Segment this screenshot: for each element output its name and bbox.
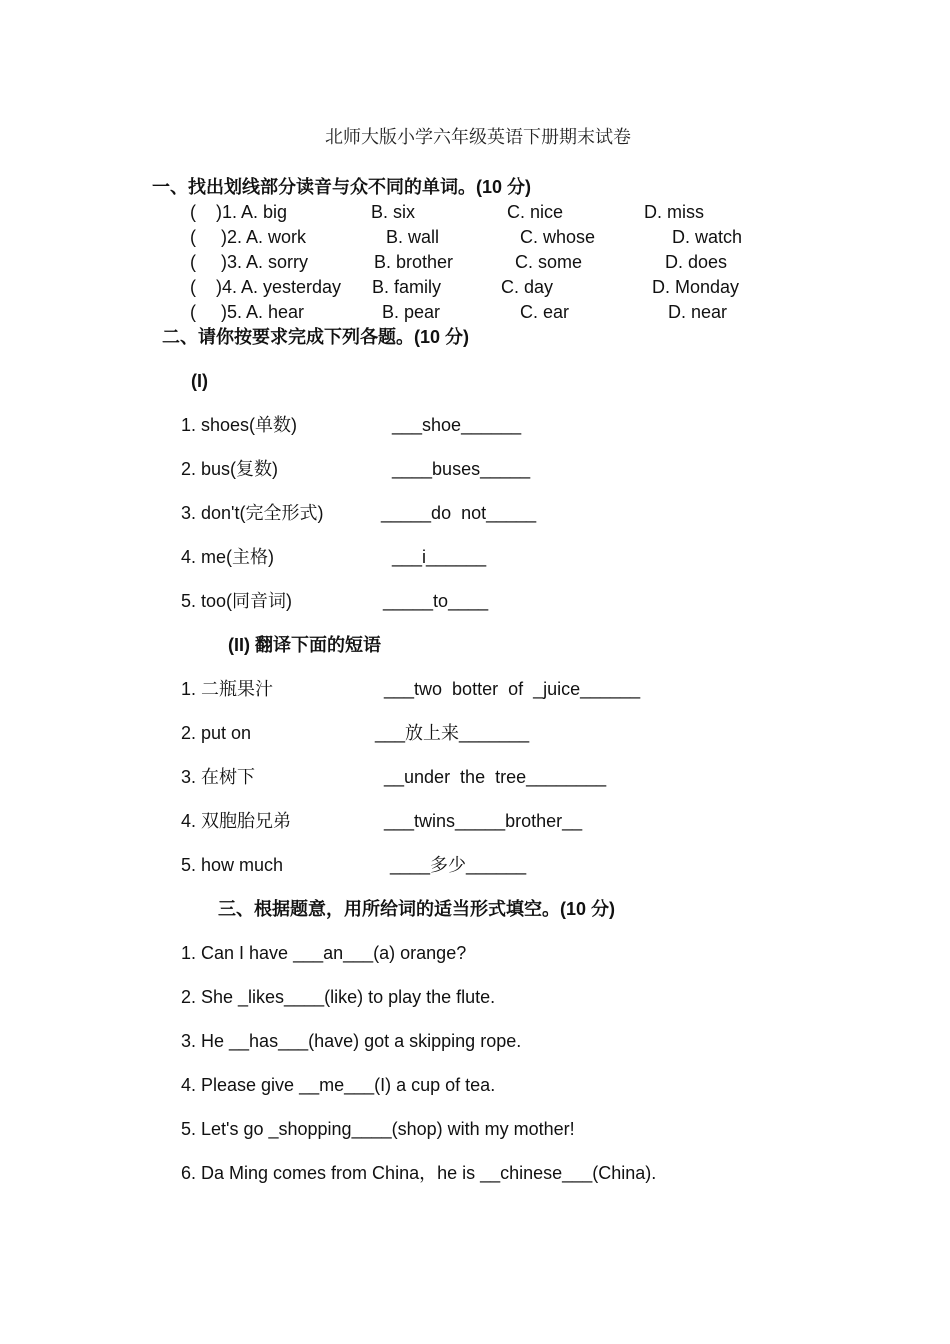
section3-item-1: 1. Can I have ___an___(a) orange? [181, 943, 467, 963]
part1-label: (I) [191, 371, 208, 391]
item-answer: _____to____ [383, 591, 489, 611]
page-title: 北师大版小学六年级英语下册期末试卷 [325, 127, 631, 147]
item-answer: __under the tree________ [384, 767, 607, 787]
option-c: C. some [515, 252, 583, 272]
question-number: ( )1. A. big [190, 202, 288, 222]
option-c: C. ear [520, 302, 570, 322]
option-c: C. nice [507, 202, 564, 222]
item-question: 4. me(主格) [181, 547, 275, 567]
option-b: B. six [371, 202, 416, 222]
question-number: ( )4. A. yesterday [190, 277, 342, 297]
option-b: B. family [372, 277, 442, 297]
section3-item-5: 5. Let's go _shopping____(shop) with my mother! [181, 1119, 575, 1139]
item-question: 5. how much [181, 855, 284, 875]
option-d: D. near [668, 302, 728, 322]
item-question: 2. put on [181, 723, 252, 743]
section3-item-4: 4. Please give __me___(I) a cup of tea. [181, 1075, 496, 1095]
item-answer: ____多少______ [390, 855, 527, 875]
item-question: 5. too(同音词) [181, 591, 293, 611]
item-question: 3. don't(完全形式) [181, 503, 324, 523]
section1-heading: 一、找出划线部分读音与众不同的单词。(10 分) [152, 177, 532, 197]
option-d: D. does [665, 252, 728, 272]
item-answer: ___i______ [392, 547, 487, 567]
option-d: D. miss [644, 202, 704, 222]
question-number: ( )3. A. sorry [190, 252, 309, 272]
item-answer: ___twins_____brother__ [384, 811, 583, 831]
option-b: B. pear [382, 302, 441, 322]
question-number: ( )5. A. hear [190, 302, 305, 322]
item-answer: ____buses_____ [392, 459, 531, 479]
item-question: 1. shoes(单数) [181, 415, 298, 435]
section3-heading: 三、根据题意，用所给词的适当形式填空。(10 分) [218, 899, 616, 919]
item-question: 2. bus(复数) [181, 459, 279, 479]
option-b: B. brother [374, 252, 454, 272]
section3-item-2: 2. She _likes____(like) to play the flute. [181, 987, 496, 1007]
section3-item-3: 3. He __has___(have) got a skipping rope. [181, 1031, 522, 1051]
item-question: 4. 双胞胎兄弟 [181, 811, 292, 831]
item-answer: ___shoe______ [392, 415, 522, 435]
item-question: 3. 在树下 [181, 767, 256, 787]
item-answer: ___two botter of _juice______ [384, 679, 641, 699]
item-question: 1. 二瓶果汁 [181, 679, 274, 699]
question-number: ( )2. A. work [190, 227, 307, 247]
item-answer: ___放上来_______ [375, 723, 530, 743]
option-c: C. day [501, 277, 554, 297]
section2-heading: 二、请你按要求完成下列各题。(10 分) [162, 327, 470, 347]
option-d: D. Monday [652, 277, 740, 297]
section3-item-6: 6. Da Ming comes from China，he is __chinese___(China). [181, 1163, 657, 1183]
option-c: C. whose [520, 227, 596, 247]
option-b: B. wall [386, 227, 440, 247]
option-d: D. watch [672, 227, 743, 247]
item-answer: _____do not_____ [381, 503, 537, 523]
part2-label: (II) 翻译下面的短语 [228, 635, 381, 655]
